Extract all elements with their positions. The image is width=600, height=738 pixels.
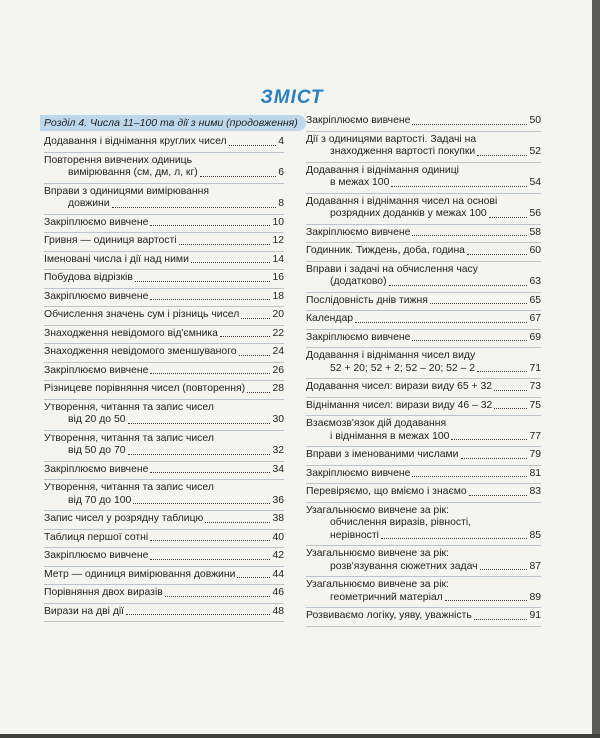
toc-entry-line xyxy=(306,146,541,159)
toc-entry-text: Побудова відрізків xyxy=(44,272,133,283)
page-edge xyxy=(592,0,600,738)
page-number: 89 xyxy=(529,591,541,603)
toc-entry-text: Закріплюємо вивчене xyxy=(44,364,149,376)
toc-entry-line xyxy=(306,295,541,308)
toc-entry xyxy=(44,307,284,326)
toc-entry xyxy=(306,262,541,293)
toc-entry-line xyxy=(306,208,541,221)
page-number: 22 xyxy=(272,327,284,339)
toc-entry-line xyxy=(44,235,284,248)
page-number: 36 xyxy=(272,494,284,506)
dot-leader xyxy=(391,186,527,187)
toc-entry xyxy=(306,416,541,447)
toc-entry xyxy=(44,381,284,400)
page-number: 12 xyxy=(272,235,284,246)
toc-entry-line xyxy=(44,217,284,230)
toc-entry-text: Додавання і віднімання чисел на основі xyxy=(306,195,498,207)
page-number: 20 xyxy=(272,309,284,320)
page-number: 40 xyxy=(272,531,284,543)
toc-entry-text: Запис чисел у розрядну таблицю xyxy=(44,513,204,524)
page-bottom-edge xyxy=(0,734,600,738)
toc-entry xyxy=(306,225,541,244)
toc-entry-text: Різницеве порівняння чисел (повторення) xyxy=(44,383,246,394)
dot-leader xyxy=(474,619,528,620)
page-number: 32 xyxy=(272,445,284,456)
page-number: 8 xyxy=(278,198,284,209)
toc-entry-line xyxy=(306,449,541,462)
dot-leader xyxy=(179,244,271,245)
toc-entry-text: Вправи з одиницями вимірювання xyxy=(44,185,209,197)
toc-entry-text: Додавання і віднімання круглих чисел xyxy=(44,136,227,147)
page-number: 44 xyxy=(272,568,284,580)
toc-entry-line xyxy=(44,532,284,545)
toc-entry-line xyxy=(306,363,541,376)
toc-entry xyxy=(306,243,541,262)
toc-entry-text: Закріплюємо вивчене xyxy=(44,290,149,302)
toc-entry-text: (додатково) xyxy=(330,276,387,287)
toc-entry xyxy=(306,163,541,194)
toc-entry-line xyxy=(44,365,284,378)
toc-right-entries xyxy=(306,113,541,627)
page-number: 60 xyxy=(529,245,541,256)
dot-leader xyxy=(355,322,527,323)
toc-entry-text: в межах 100 xyxy=(330,177,390,188)
toc-entry-text: Вправи з іменованими числами xyxy=(306,449,459,460)
dot-leader xyxy=(135,281,271,282)
toc-entry-text: Утворення, читання та запис чисел xyxy=(44,432,214,444)
toc-entry-line xyxy=(44,136,284,149)
toc-entry-text: нерівності xyxy=(330,529,379,541)
dot-leader xyxy=(165,596,271,597)
toc-entry-line xyxy=(44,464,284,477)
toc-entry-text: Дії з одиницями вартості. Задачі на xyxy=(306,133,477,145)
toc-entry-line xyxy=(306,610,541,623)
toc-entry-line xyxy=(306,276,541,289)
toc-entry xyxy=(44,233,284,252)
dot-leader xyxy=(494,408,527,409)
dot-leader xyxy=(412,476,527,477)
toc-entry-text: Знаходження невідомого від'ємника xyxy=(44,327,218,339)
page-number: 85 xyxy=(529,529,541,541)
toc-entry-text: Таблиця першої сотні xyxy=(44,531,149,543)
toc-entry-line xyxy=(44,309,284,322)
page-number: 16 xyxy=(272,272,284,283)
toc-entry-line xyxy=(306,486,541,499)
toc-entry-text: розрядних доданків у межах 100 xyxy=(330,208,487,219)
page-number: 24 xyxy=(272,346,284,357)
toc-entry-text: Годинник. Тиждень, доба, година xyxy=(306,245,465,256)
page-number: 26 xyxy=(272,364,284,376)
dot-leader xyxy=(220,336,270,337)
toc-entry-text: геометричний матеріал xyxy=(330,591,443,603)
dot-leader xyxy=(191,262,271,263)
toc-entry xyxy=(44,344,284,363)
toc-entry-text: довжини xyxy=(68,198,110,209)
toc-entry xyxy=(306,293,541,312)
toc-entry xyxy=(306,546,541,577)
toc-entry-text: Вправи і задачі на обчислення часу xyxy=(306,263,478,275)
toc-entry xyxy=(44,511,284,530)
toc-entry-text: Знаходження невідомого зменшуваного xyxy=(44,346,237,357)
page-number: 71 xyxy=(529,362,541,374)
page-number: 56 xyxy=(529,208,541,219)
toc-entry xyxy=(44,548,284,567)
page-number: 4 xyxy=(278,136,284,147)
dot-leader xyxy=(451,439,527,440)
toc-entry xyxy=(306,608,541,627)
toc-entry xyxy=(44,153,284,184)
toc-entry-line xyxy=(44,445,284,458)
page-number: 38 xyxy=(272,513,284,524)
page-number: 42 xyxy=(272,550,284,561)
page-number: 67 xyxy=(529,313,541,324)
page-number: 48 xyxy=(272,605,284,617)
toc-entry xyxy=(44,184,284,215)
toc-entry-text: Іменовані числа і дії над ними xyxy=(44,253,189,265)
toc-entry-line xyxy=(306,115,541,128)
page-number: 6 xyxy=(278,167,284,178)
dot-leader xyxy=(389,285,528,286)
page-number: 54 xyxy=(529,177,541,188)
toc-entry-text: Закріплюємо вивчене xyxy=(306,331,411,343)
toc-entry-text: Порівняння двох виразів xyxy=(44,587,163,598)
dot-leader xyxy=(150,225,270,226)
toc-entry xyxy=(306,466,541,485)
toc-entry xyxy=(44,431,284,462)
page-number: 91 xyxy=(529,610,541,621)
toc-entry-line xyxy=(306,468,541,481)
toc-entry-line xyxy=(306,332,541,345)
dot-leader xyxy=(128,423,271,424)
toc-entry-line xyxy=(44,550,284,563)
toc-entry xyxy=(44,326,284,345)
toc-entry-text: Закріплюємо вивчене xyxy=(44,463,149,475)
toc-entry-line xyxy=(44,569,284,582)
page-number: 81 xyxy=(529,467,541,479)
toc-entry-text: Додавання і віднімання одиниці xyxy=(306,164,459,176)
toc-entry-line xyxy=(306,400,541,413)
toc-entry-line xyxy=(44,198,284,211)
page-number: 14 xyxy=(272,253,284,265)
toc-entry-text: Віднімання чисел: вирази виду 46 – 32 xyxy=(306,399,493,411)
toc-entry-line xyxy=(306,245,541,258)
page-number: 75 xyxy=(529,399,541,411)
toc-entry-text: Розвиваємо логіку, уяву, уважність xyxy=(306,610,472,621)
dot-leader xyxy=(445,600,528,601)
toc-entry-line xyxy=(44,328,284,341)
dot-leader xyxy=(150,540,270,541)
toc-entry xyxy=(44,252,284,271)
toc-entry-line xyxy=(306,592,541,605)
page-number: 87 xyxy=(529,560,541,572)
toc-entry xyxy=(306,311,541,330)
dot-leader xyxy=(229,145,277,146)
dot-leader xyxy=(412,235,527,236)
toc-entry-text: вимірювання (см, дм, л, кг) xyxy=(68,167,198,178)
toc-entry xyxy=(44,480,284,511)
page-number: 83 xyxy=(529,486,541,497)
toc-entry-text: Додавання і віднімання чисел виду xyxy=(306,350,476,361)
toc-entry-line xyxy=(44,272,284,285)
toc-entry xyxy=(44,604,284,623)
dot-leader xyxy=(128,454,271,455)
page-number: 28 xyxy=(272,383,284,394)
toc-entry-text: від 50 до 70 xyxy=(68,445,126,456)
page-number: 65 xyxy=(529,294,541,306)
toc-entry-line xyxy=(44,587,284,600)
page-number: 50 xyxy=(529,115,541,126)
dot-leader xyxy=(477,371,527,372)
toc-entry-text: розв'язування сюжетних задач xyxy=(330,560,478,572)
toc-entry xyxy=(44,567,284,586)
section-header: Розділ 4. Числа 11–100 та дії з ними (продовження) xyxy=(40,115,306,131)
toc-entry-text: Послідовність днів тижня xyxy=(306,294,428,306)
toc-entry xyxy=(306,503,541,547)
toc-entry-line xyxy=(44,606,284,619)
dot-leader xyxy=(489,217,528,218)
toc-entry-line xyxy=(44,513,284,526)
toc-entry-text: Узагальнюємо вивчене за рік: xyxy=(306,548,449,559)
toc-entry xyxy=(306,379,541,398)
toc-entry-line xyxy=(306,561,541,574)
dot-leader xyxy=(480,569,528,570)
toc-entry xyxy=(44,270,284,289)
dot-leader xyxy=(469,495,528,496)
toc-entry-text: Закріплюємо вивчене xyxy=(306,467,411,479)
toc-entry-line xyxy=(44,291,284,304)
dot-leader xyxy=(467,254,527,255)
toc-entry xyxy=(306,194,541,225)
page-number: 69 xyxy=(529,331,541,343)
toc-entry xyxy=(44,289,284,308)
toc-entry xyxy=(306,348,541,379)
toc-entry-text: Закріплюємо вивчене xyxy=(306,115,411,126)
dot-leader xyxy=(150,373,270,374)
toc-entry xyxy=(44,400,284,431)
dot-leader xyxy=(461,458,528,459)
page-number: 63 xyxy=(529,276,541,287)
dot-leader xyxy=(150,559,270,560)
toc-entry-text: обчислення виразів, рівності, xyxy=(330,517,472,528)
dot-leader xyxy=(237,577,270,578)
dot-leader xyxy=(112,207,277,208)
toc-entry-line xyxy=(306,227,541,240)
toc-entry xyxy=(306,577,541,608)
dot-leader xyxy=(200,176,277,177)
toc-entry xyxy=(44,215,284,234)
toc-entry-line xyxy=(44,346,284,359)
toc-entry-text: Календар xyxy=(306,313,354,324)
toc-entry-text: Закріплюємо вивчене xyxy=(306,226,411,238)
toc-entry-line xyxy=(44,254,284,267)
toc-entry-line xyxy=(306,431,541,444)
toc-entry-text: Повторення вивчених одиниць xyxy=(44,154,193,166)
toc-right-column xyxy=(306,113,541,627)
page-number: 52 xyxy=(529,146,541,157)
toc-entry xyxy=(306,447,541,466)
dot-leader xyxy=(381,538,528,539)
page-number: 30 xyxy=(272,414,284,425)
toc-entry-text: Взаємозв'язок дій додавання xyxy=(306,418,447,429)
dot-leader xyxy=(150,472,270,473)
dot-leader xyxy=(241,318,270,319)
page-title: ЗМІСТ xyxy=(260,87,324,108)
dot-leader xyxy=(133,503,270,504)
toc-entry xyxy=(306,132,541,163)
toc-entry xyxy=(306,484,541,503)
toc-entry-text: від 70 до 100 xyxy=(68,494,132,506)
toc-entry-text: Узагальнюємо вивчене за рік: xyxy=(306,504,449,516)
toc-entry xyxy=(44,530,284,549)
page-number: 58 xyxy=(529,226,541,238)
toc-entry-line xyxy=(306,381,541,394)
toc-entry xyxy=(44,585,284,604)
dot-leader xyxy=(126,614,270,615)
toc-entry-text: від 20 до 50 xyxy=(68,414,126,425)
page-number: 77 xyxy=(529,430,541,442)
toc-entry-text: Перевіряємо, що вміємо і знаємо xyxy=(306,486,467,497)
toc-entry-line xyxy=(44,167,284,180)
dot-leader xyxy=(205,522,270,523)
toc-entry-text: Утворення, читання та запис чисел xyxy=(44,482,214,493)
toc-entry-text: Закріплюємо вивчене xyxy=(44,216,149,228)
toc-entry-line xyxy=(44,495,284,508)
dot-leader xyxy=(239,355,271,356)
toc-entry-text: Закріплюємо вивчене xyxy=(44,550,149,561)
toc-left-column xyxy=(44,113,298,622)
toc-left-entries xyxy=(44,134,284,622)
toc-entry-line xyxy=(44,414,284,427)
toc-entry-text: знаходження вартості покупки xyxy=(330,146,476,157)
toc-entry-text: Вирази на дві дії xyxy=(44,605,125,617)
toc-entry xyxy=(44,462,284,481)
dot-leader xyxy=(494,390,527,391)
toc-entry-text: Додавання чисел: вирази виду 65 + 32 xyxy=(306,381,493,392)
toc-entry xyxy=(306,113,541,132)
toc-entry xyxy=(44,363,284,382)
dot-leader xyxy=(247,392,270,393)
toc-entry-line xyxy=(306,313,541,326)
page-number: 46 xyxy=(272,587,284,598)
dot-leader xyxy=(412,340,527,341)
toc-entry-line xyxy=(306,530,541,543)
toc-entry-text: Метр — одиниця вимірювання довжини xyxy=(44,568,236,580)
toc-entry-line xyxy=(44,383,284,396)
toc-entry-text: 52 + 20; 52 + 2; 52 – 20; 52 – 2 xyxy=(330,362,476,374)
dot-leader xyxy=(412,124,527,125)
dot-leader xyxy=(150,299,270,300)
toc-entry xyxy=(306,398,541,417)
page-number: 73 xyxy=(529,381,541,392)
page-number: 34 xyxy=(272,463,284,475)
page-number: 18 xyxy=(272,290,284,302)
toc-entry-line xyxy=(306,177,541,190)
toc-entry xyxy=(44,134,284,153)
toc-entry-text: Утворення, читання та запис чисел xyxy=(44,401,214,413)
dot-leader xyxy=(430,303,528,304)
toc-entry xyxy=(306,330,541,349)
toc-entry-text: і віднімання в межах 100 xyxy=(330,430,450,442)
page-number: 10 xyxy=(272,216,284,228)
toc-entry-text: Узагальнюємо вивчене за рік: xyxy=(306,579,449,590)
toc-entry-text: Гривня — одиниця вартості xyxy=(44,235,177,246)
page-number: 79 xyxy=(529,449,541,460)
dot-leader xyxy=(477,155,527,156)
toc-entry-text: Обчислення значень сум і різниць чисел xyxy=(44,309,240,320)
